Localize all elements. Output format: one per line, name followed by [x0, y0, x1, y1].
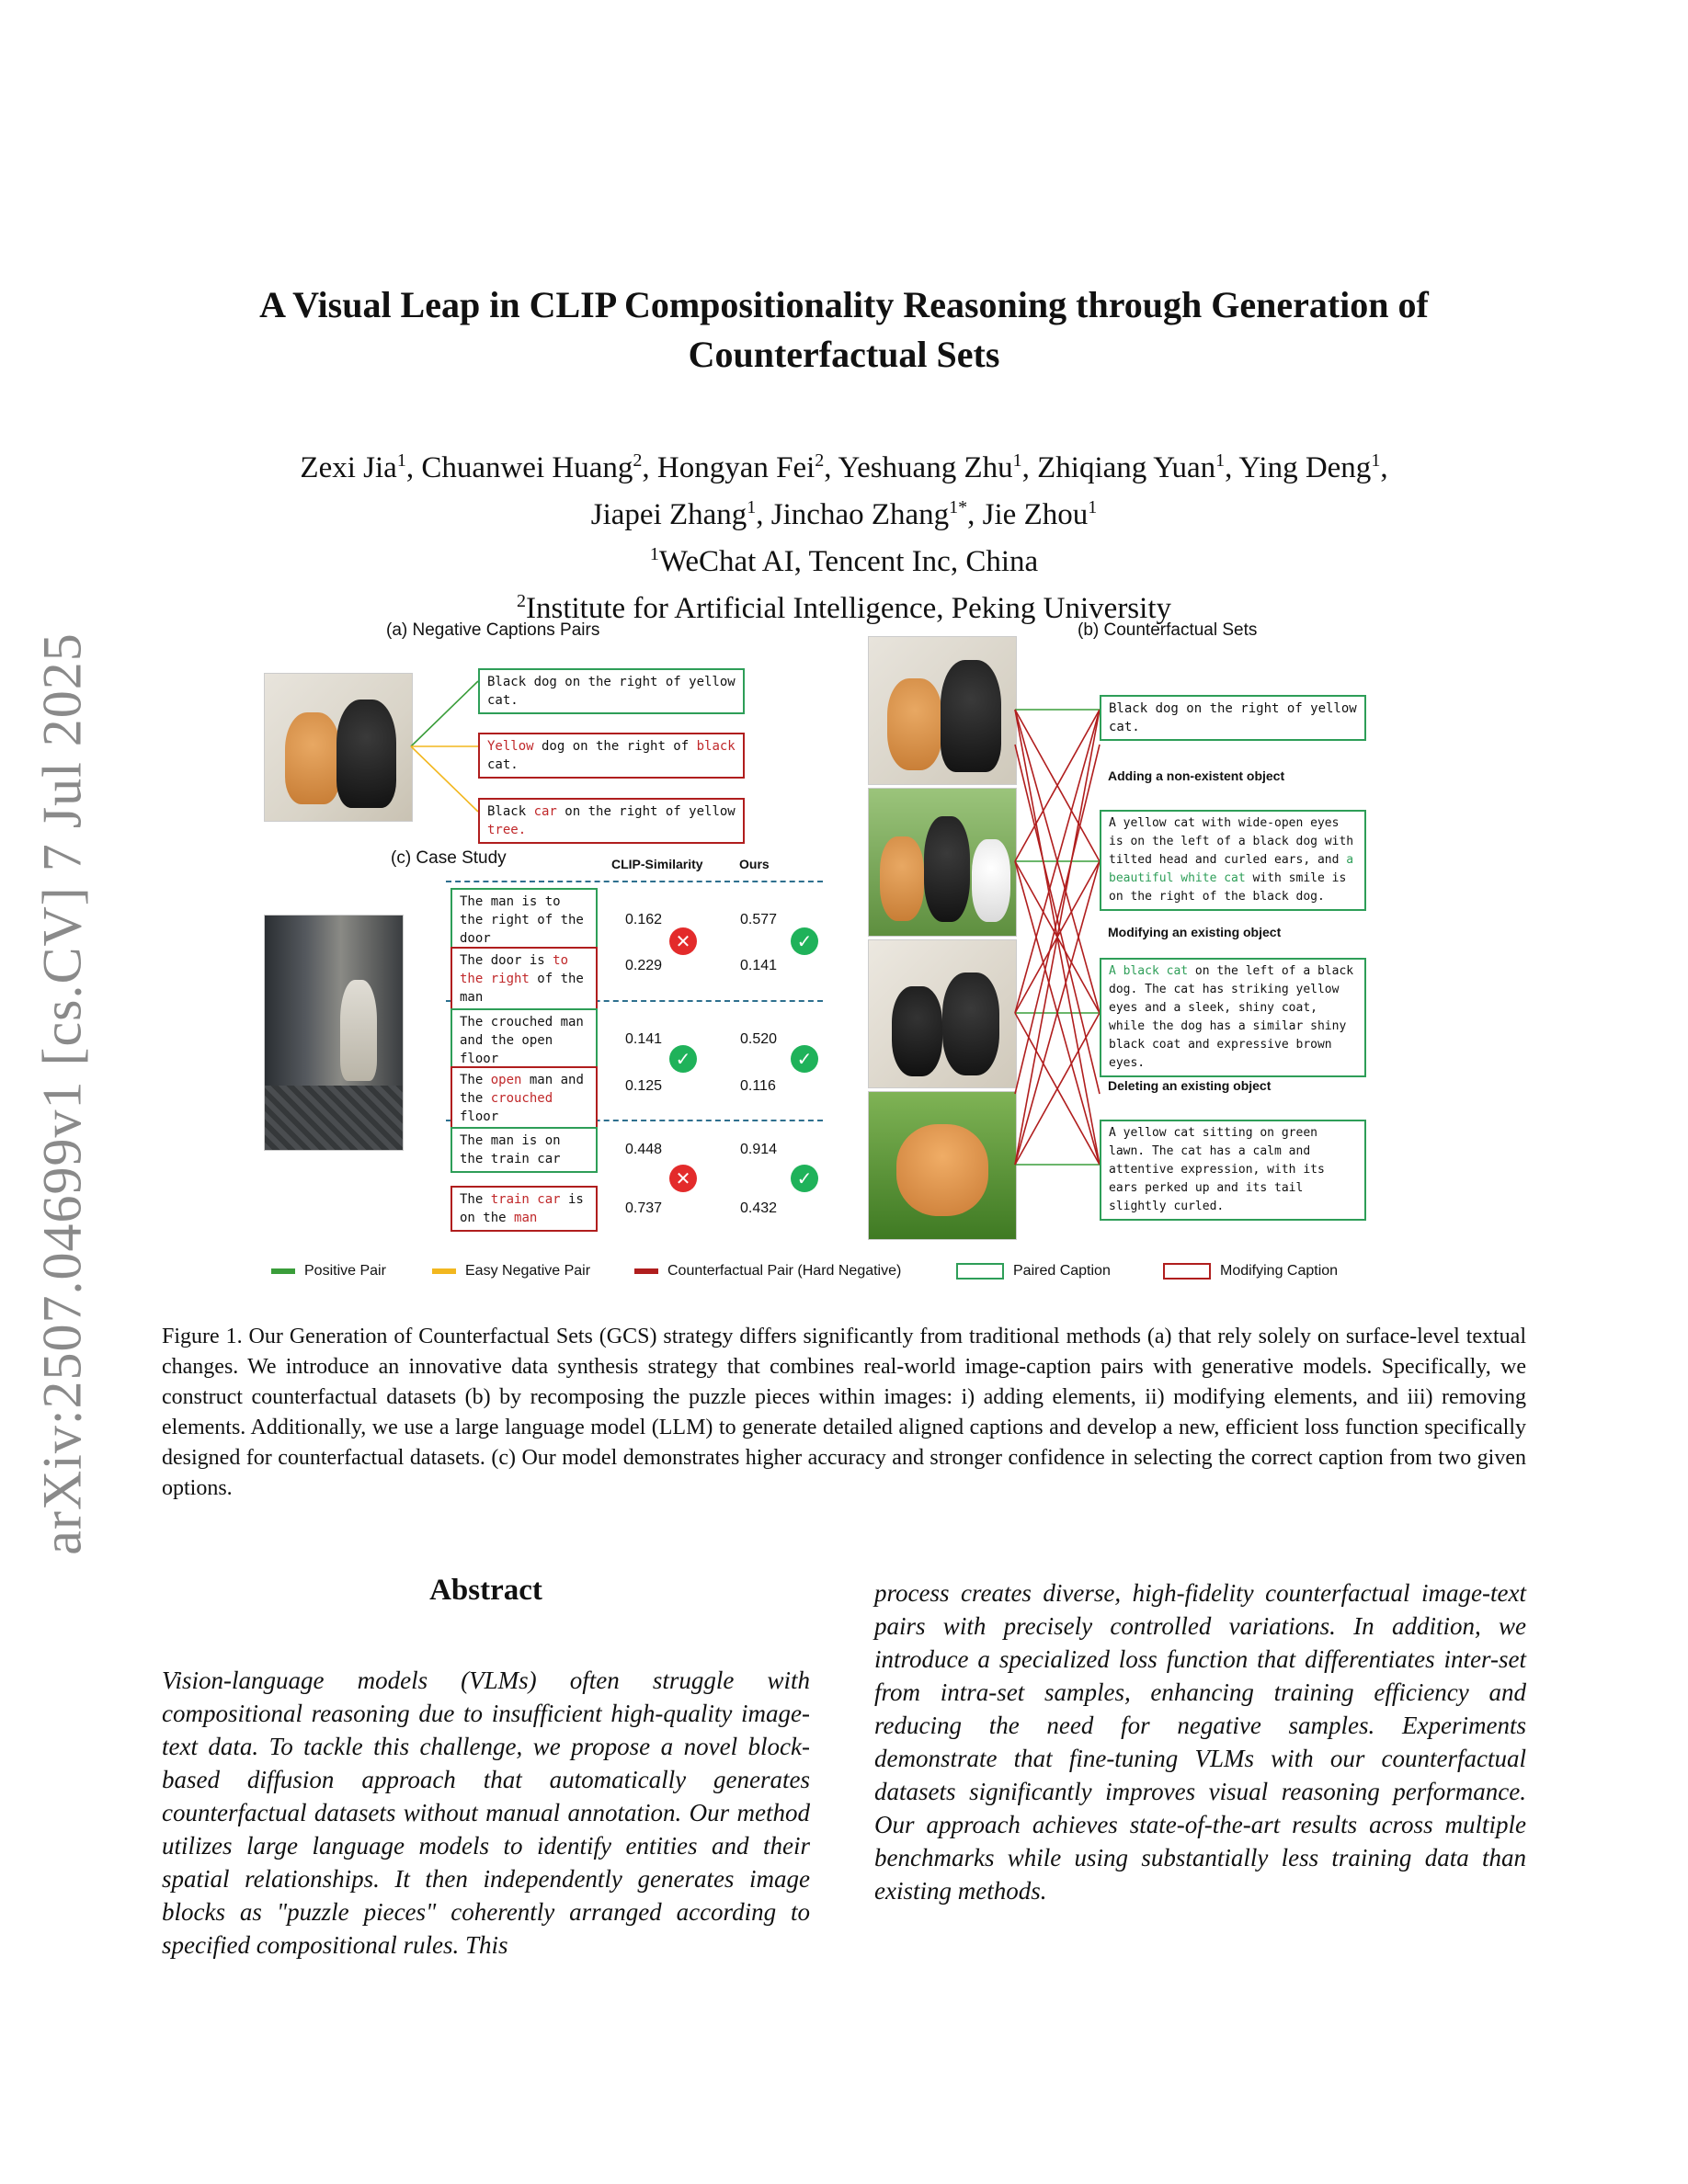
author-line-1: Zexi Jia$^1$, Chuanwei Huang$^2$, Hongyan Fei$^2$, Yeshuang Zhu$^1$, Zhiqiang Yuan$^1$, Ying Deng$^1$,: [300, 450, 1388, 484]
figure-1: [257, 616, 1453, 1296]
c-clip-score-2: 0.229: [625, 958, 663, 973]
arxiv-sidebar-stamp: [17, 625, 108, 1563]
c-ours-score-6: 0.432: [740, 1200, 778, 1216]
abstract-left-column: Vision-language models (VLMs) often struggle with compositional reasoning due to insufficient high-quality image-text data. To tackle this challenge, we propose a novel block-based diffusion approach that automatically generates counterfactual datasets without manual annotation. Our method utilizes large language models to identify entities and their spatial relationships. It then independently generates image blocks as "puzzle pieces" coherently arranged according to specified compositional rules. This: [162, 1666, 810, 1959]
title-line-2: Counterfactual Sets: [688, 334, 1000, 375]
legend-counterfactual: Counterfactual Pair (Hard Negative): [634, 1263, 901, 1280]
b-caption-modifying: A black cat on the left of a black dog. The cat has striking yellow eyes and a sleek, shiny coat, while the dog has a similar shiny black coat and expressive brown eyes.: [1100, 958, 1366, 1077]
check-icon: ✓: [669, 1045, 697, 1073]
a-caption-easy-2: Black car on the right of yellow tree.: [478, 798, 745, 844]
c-clip-score-4: 0.125: [625, 1078, 663, 1094]
affiliation-1: $^1$WeChat AI, Tencent Inc, China: [649, 544, 1039, 578]
c-clip-score-1: 0.162: [625, 912, 663, 927]
abstract-right-column: process creates diverse, high-fidelity counterfactual image-text pairs with precisely controlled variations. In addition, we introduce a specialized loss function that differentiates inter-set from intra-set samples, enhancing training efficiency and reducing the need for negative samples. Experiments demonstrate that fine-tuning VLMs with our counterfactual datasets significantly improves visual reasoning performance. Our approach achieves state-of-the-art results across multiple benchmarks while using substantially less training data than existing methods.: [874, 1579, 1526, 1905]
author-line-2: Jiapei Zhang$^1$, Jinchao Zhang$^{1*}$, Jie Zhou$^1$: [590, 497, 1098, 531]
check-icon: ✓: [791, 927, 818, 955]
author-block: [162, 441, 1526, 629]
a-caption-positive: Black dog on the right of yellow cat.: [478, 668, 745, 714]
legend-modifying: Modifying Caption: [1163, 1263, 1338, 1280]
panel-a-title: (a) Negative Captions Pairs: [386, 620, 600, 640]
figure-caption: Figure 1. Our Generation of Counterfactual Sets (GCS) strategy differs significantly from traditional methods (a) that rely solely on surface-level textual changes. We introduce an innovative data synthesis strategy that combines real-world image-caption pairs with generative models. Specifically, we construct counterfactual datasets (b) by recomposing the puzzle pieces within images: i) adding elements, ii) modifying elements, and iii) removing elements. Additionally, we use a large language model (LLM) to generate detailed aligned captions and develop a new, efficient loss function specifically designed for counterfactual datasets. (c) Our model demonstrates higher accuracy and stronger confidence in selecting the correct caption from two given options.: [162, 1325, 1526, 1500]
b-section-adding: Adding a non-existent object: [1108, 768, 1285, 783]
c-caption-2: The door is to the right of the man: [451, 947, 598, 1011]
panel-c-title: (c) Case Study: [391, 848, 507, 868]
c-clip-score-3: 0.141: [625, 1031, 663, 1047]
b-caption-deleting: A yellow cat sitting on green lawn. The cat has a calm and attentive expression, with its ears perked up and its tail slightly curled.: [1100, 1120, 1366, 1221]
legend-box-green: [956, 1263, 1004, 1280]
legend-positive: Positive Pair: [271, 1263, 386, 1280]
link-positive: [411, 681, 478, 746]
b-caption-original: Black dog on the right of yellow cat.: [1100, 695, 1366, 741]
c-ours-score-2: 0.141: [740, 958, 778, 973]
c-col-clip: CLIP-Similarity: [611, 857, 703, 871]
b-caption-adding: A yellow cat with wide-open eyes is on the left of a black dog with tilted head and curled ears, and a beautiful white cat with smile is on the right of the black dog.: [1100, 810, 1366, 911]
legend-swatch-yellow: [432, 1268, 456, 1274]
check-icon: ✓: [791, 1165, 818, 1192]
abstract-heading: Abstract: [429, 1574, 542, 1607]
b-section-modifying: Modifying an existing object: [1108, 925, 1282, 939]
c-caption-6: The train car is on the man: [451, 1186, 598, 1232]
check-icon: ✓: [791, 1045, 818, 1073]
c-caption-4: The open man and the crouched floor: [451, 1066, 598, 1131]
arxiv-id: arXiv:2507.04699v1 [cs.CV] 7 Jul 2025: [31, 632, 93, 1555]
c-ours-score-3: 0.520: [740, 1031, 778, 1047]
c-col-ours: Ours: [739, 857, 770, 871]
link-easy-2: [411, 746, 478, 812]
legend-paired: Paired Caption: [956, 1263, 1111, 1280]
paper-title: [162, 280, 1526, 380]
c-caption-1: The man is to the right of the door: [451, 888, 598, 952]
legend-swatch-green: [271, 1268, 295, 1274]
c-caption-3: The crouched man and the open floor: [451, 1008, 598, 1073]
c-divider-1: [446, 881, 823, 882]
c-ours-score-4: 0.116: [740, 1078, 776, 1094]
c-clip-score-6: 0.737: [625, 1200, 663, 1216]
b-section-deleting: Deleting an existing object: [1108, 1078, 1272, 1093]
c-clip-score-5: 0.448: [625, 1142, 663, 1157]
c-ours-score-1: 0.577: [740, 912, 778, 927]
c-ours-score-5: 0.914: [740, 1142, 778, 1157]
legend-easy: Easy Negative Pair: [432, 1263, 590, 1280]
cross-icon: ✕: [669, 1165, 697, 1192]
cross-icon: ✕: [669, 927, 697, 955]
legend-swatch-red: [634, 1268, 658, 1274]
panel-b-title: (b) Counterfactual Sets: [1078, 620, 1258, 640]
affiliation-2: $^2$Institute for Artificial Intelligence, Peking University: [517, 591, 1171, 625]
c-caption-5: The man is on the train car: [451, 1127, 598, 1173]
legend-box-red: [1163, 1263, 1211, 1280]
title-line-1: A Visual Leap in CLIP Compositionality Reasoning through Generation of: [259, 284, 1429, 325]
a-caption-easy-1: Yellow dog on the right of black cat.: [478, 733, 745, 779]
